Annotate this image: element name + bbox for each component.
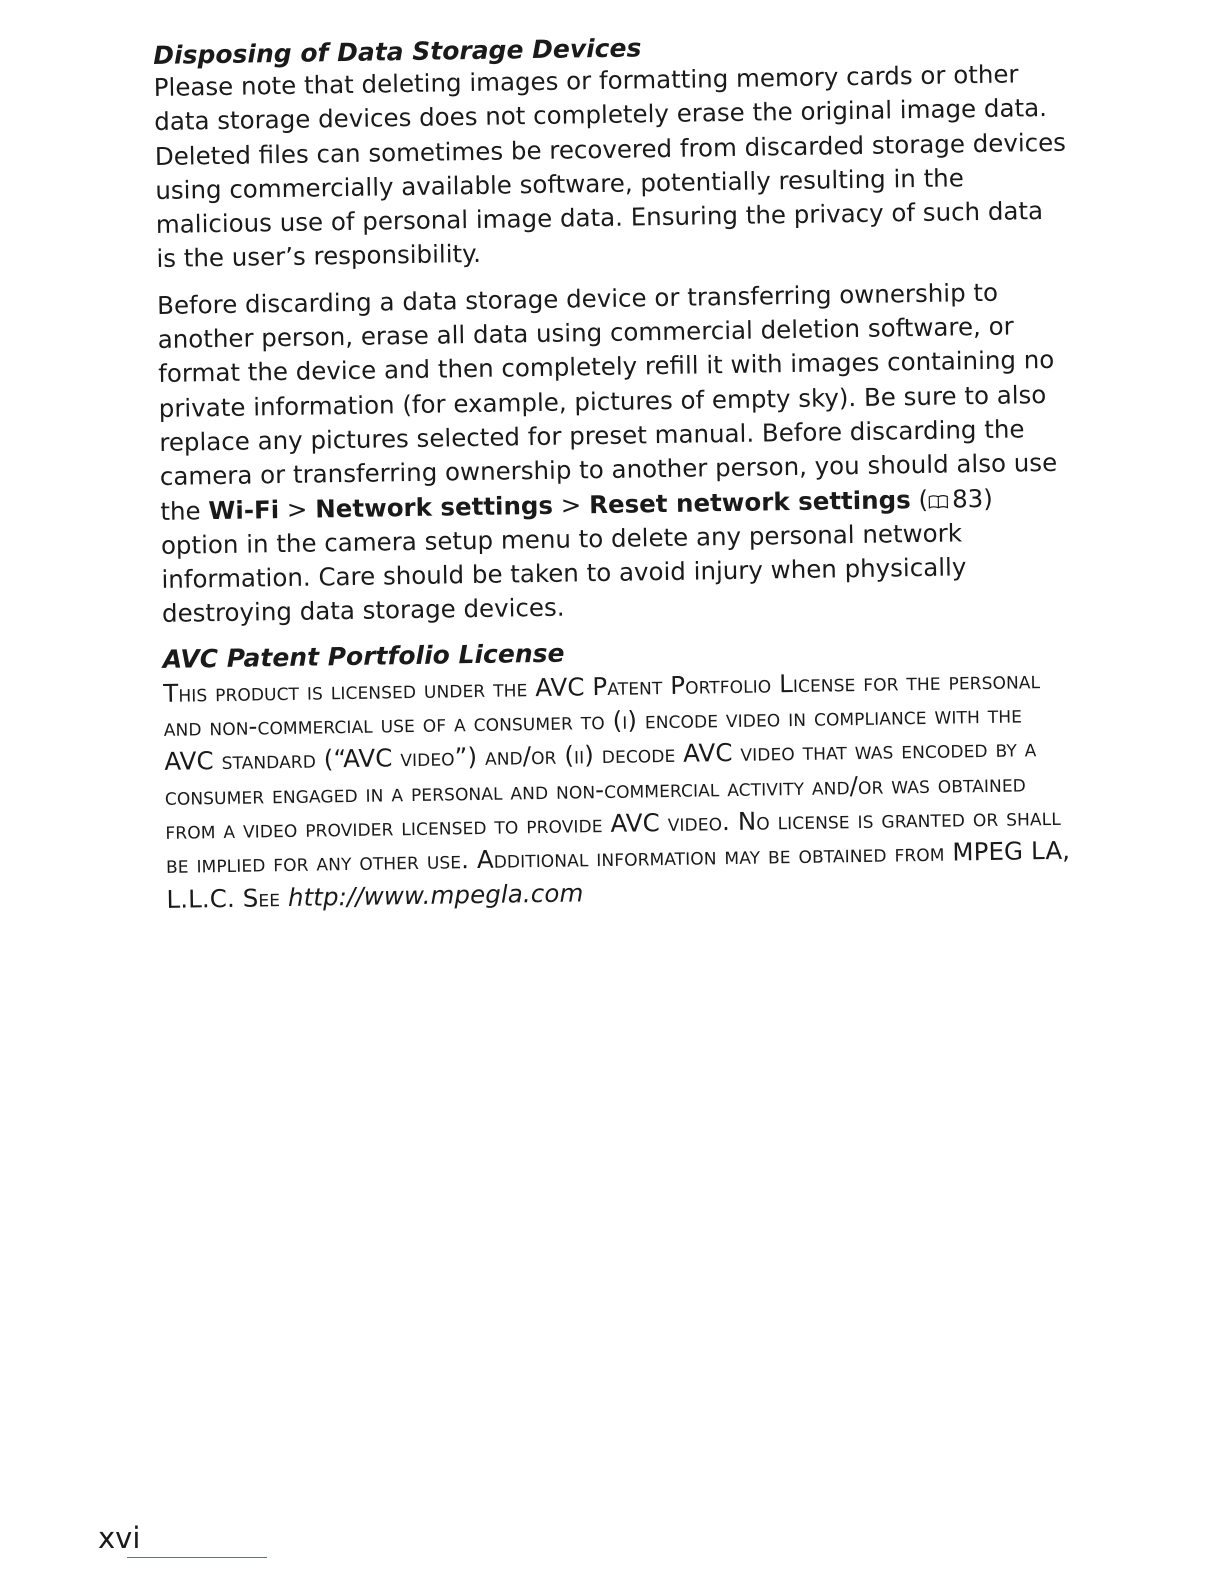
page-number: xvi xyxy=(98,1521,141,1555)
paragraph-avc-license xyxy=(163,662,1079,916)
discard-text-outro: ) option in the camera setup menu to delete any personal network information. Care should be taken to avoid injury when physically destroying data storage devices. xyxy=(160,483,994,629)
page-number-rule xyxy=(127,1557,267,1558)
discard-text-intro: Before discarding a data storage device or transferring ownership to another person, erase all data using commercial deletion software, or format the device and then completely refill it with images containing no private information (for example, pictures of empty sky). Be sure to also replace any pictures selected for preset manual. Before discarding the camera or transferring ownership to another person, you should also use the xyxy=(156,277,1058,526)
paragraph-data-erase-notice: Please note that deleting images or formatting memory cards or other data storage devices does not completely erase the original image data. Deleted files can sometimes be recovered from discarded storage devices using commercially available software, potentially resulting in the malicious use of personal image data. Ensuring the privacy of such data is the user’s responsibility. xyxy=(153,59,1067,274)
reference-open: ( xyxy=(910,484,929,514)
menu-path-reset-network-settings: Reset network settings xyxy=(588,484,911,519)
reference-page-number: 83 xyxy=(951,483,984,514)
section-heading-disposing: Disposing of Data Storage Devices xyxy=(153,33,642,70)
section-heading-avc-license: AVC Patent Portfolio License xyxy=(162,638,565,674)
license-text: This product is licensed under the AVC Patent Portfolio License for the personal and non-commercial use of a consumer to (i) encode video in compliance with the AVC standard (“AVC video”) and/or (ii) decode AVC video that was encoded by a consumer engaged in a personal and non-commercial activity and/or was obtained from a video provider licensed to provide AVC video. No license is granted or shall be implied for any other use. Additional information may be obtained from MPEG LA, L.L.C. See xyxy=(163,664,1071,914)
menu-path-network-settings: Network settings xyxy=(314,490,554,524)
menu-path-separator: > xyxy=(278,494,316,524)
menu-path-wifi: Wi-Fi xyxy=(208,494,280,525)
book-reference-icon xyxy=(928,494,948,508)
page-content xyxy=(153,26,1079,917)
menu-path-separator: > xyxy=(552,489,590,520)
paragraph-discarding-instructions xyxy=(157,274,1074,631)
license-url-link[interactable]: http://www.mpegla.com xyxy=(287,877,584,912)
